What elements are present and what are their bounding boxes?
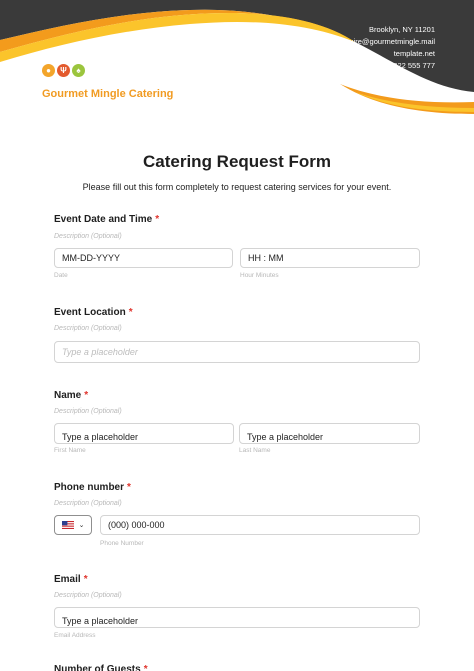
first-name-sublabel: First Name	[54, 447, 86, 454]
required-mark: *	[128, 307, 133, 318]
email-input[interactable]: Type a placeholder	[54, 607, 420, 628]
us-flag-icon	[62, 521, 74, 529]
phone-number-sublabel: Phone Number	[100, 540, 144, 547]
phone-number-input[interactable]: (000) 000-000	[100, 515, 420, 535]
contact-address: Brooklyn, NY 11201	[368, 25, 435, 34]
required-mark: *	[84, 390, 89, 401]
contact-website: template.net	[393, 49, 435, 58]
event-date-input[interactable]: MM-DD-YYYY	[54, 248, 233, 268]
event-time-input[interactable]: HH : MM	[240, 248, 420, 268]
first-name-input[interactable]: Type a placeholder	[54, 423, 234, 444]
event-datetime-description[interactable]: Description (Optional)	[54, 233, 122, 240]
last-name-sublabel: Last Name	[239, 447, 271, 454]
contact-phone: 222 555 777	[393, 61, 435, 70]
brand-logo	[42, 64, 85, 77]
phone-description[interactable]: Description (Optional)	[54, 500, 122, 507]
form-title: Catering Request Form	[143, 152, 331, 171]
email-sublabel: Email Address	[54, 632, 96, 639]
brand-name: Gourmet Mingle Catering	[42, 88, 174, 100]
chevron-down-icon: ⌄	[78, 522, 85, 529]
name-description[interactable]: Description (Optional)	[54, 408, 122, 415]
email-label: Email *	[54, 574, 88, 585]
cutlery-icon: Ψ	[57, 64, 70, 77]
contact-info	[339, 24, 435, 72]
form-intro: Please fill out this form completely to request catering services for your event.	[82, 182, 392, 192]
country-code-dropdown[interactable]	[54, 515, 92, 535]
required-mark: *	[143, 664, 148, 671]
required-mark: *	[155, 214, 160, 225]
spoon-icon: ♠	[72, 64, 85, 77]
page-header	[0, 0, 474, 116]
event-location-description[interactable]: Description (Optional)	[54, 325, 122, 332]
event-time-sublabel: Hour Minutes	[240, 272, 279, 279]
event-datetime-label: Event Date and Time *	[54, 214, 160, 225]
name-label: Name *	[54, 390, 89, 401]
required-mark: *	[83, 574, 88, 585]
phone-label: Phone number *	[54, 482, 131, 493]
last-name-input[interactable]: Type a placeholder	[239, 423, 420, 444]
event-location-label: Event Location *	[54, 307, 133, 318]
plate-icon: ●	[42, 64, 55, 77]
required-mark: *	[127, 482, 131, 493]
event-location-input[interactable]: Type a placeholder	[54, 341, 420, 363]
event-date-sublabel: Date	[54, 272, 68, 279]
contact-email: inquire@gourmetmingle.mail	[339, 37, 435, 46]
email-description[interactable]: Description (Optional)	[54, 592, 122, 599]
guests-label: Number of Guests *	[54, 664, 174, 671]
